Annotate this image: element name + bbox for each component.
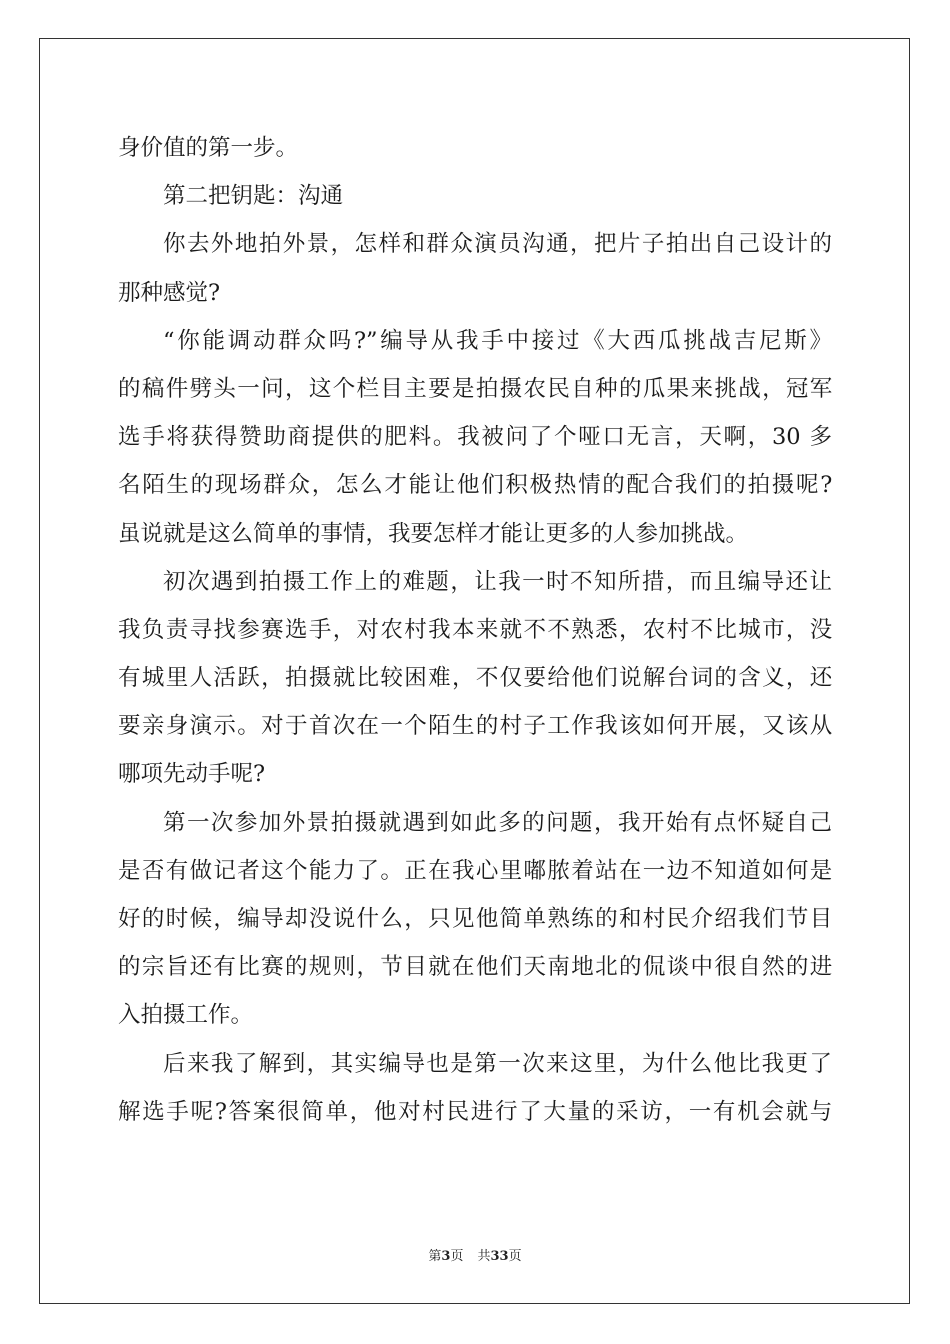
text-line: 好的时候，编导却没说什么，只见他简单熟练的和村民介绍我们节目 xyxy=(118,906,832,932)
total-prefix: 共 xyxy=(477,1249,491,1264)
page-suffix: 页 xyxy=(450,1249,464,1264)
text-line: 有城里人活跃，拍摄就比较困难，不仅要给他们说解台词的含义，还 xyxy=(118,665,832,692)
text-line: 我负责寻找参赛选手，对农村我本来就不不熟悉，农村不比城市，没 xyxy=(118,616,832,643)
text-line: “你能调动群众吗?”编导从我手中接过《大西瓜挑战吉尼斯》 xyxy=(163,327,832,354)
text-line: 入拍摄工作。 xyxy=(118,1002,254,1029)
text-line: 解选手呢?答案很简单，他对村民进行了大量的采访，一有机会就与 xyxy=(118,1098,832,1125)
document-body xyxy=(118,124,832,1136)
text-line: 名陌生的现场群众，怎么才能让他们积极热情的配合我们的拍摄呢? xyxy=(118,472,832,499)
total-pages: 33 xyxy=(490,1249,509,1264)
page-prefix: 第 xyxy=(428,1249,442,1264)
text-line: 第一次参加外景拍摄就遇到如此多的问题，我开始有点怀疑自己 xyxy=(163,809,832,836)
page-footer xyxy=(0,1248,950,1266)
text-line: 的稿件劈头一问，这个栏目主要是拍摄农民自种的瓜果来挑战，冠军 xyxy=(118,375,832,402)
section-heading: 第二把钥匙：沟通 xyxy=(163,183,344,210)
text-line: 选手将获得赞助商提供的肥料。我被问了个哑口无言，天啊，30 多 xyxy=(118,424,832,451)
text-line: 身价值的第一步。 xyxy=(118,135,299,161)
text-line: 你去外地拍外景，怎样和群众演员沟通，把片子拍出自己设计的 xyxy=(163,231,832,258)
text-line: 后来我了解到，其实编导也是第一次来这里，为什么他比我更了 xyxy=(163,1050,832,1077)
text-line: 的宗旨还有比赛的规则，节目就在他们天南地北的侃谈中很自然的进 xyxy=(118,954,832,981)
total-suffix: 页 xyxy=(508,1249,522,1264)
text-line: 那种感觉? xyxy=(118,279,221,306)
text-line: 要亲身演示。对于首次在一个陌生的村子工作我该如何开展，又该从 xyxy=(118,713,832,740)
text-line: 是否有做记者这个能力了。正在我心里嘟脓着站在一边不知道如何是 xyxy=(118,857,832,884)
text-line: 初次遇到拍摄工作上的难题，让我一时不知所措，而且编导还让 xyxy=(163,568,832,595)
page-number: 3 xyxy=(441,1249,451,1264)
text-line: 虽说就是这么简单的事情，我要怎样才能让更多的人参加挑战。 xyxy=(118,520,749,547)
text-line: 哪项先动手呢? xyxy=(118,761,266,788)
